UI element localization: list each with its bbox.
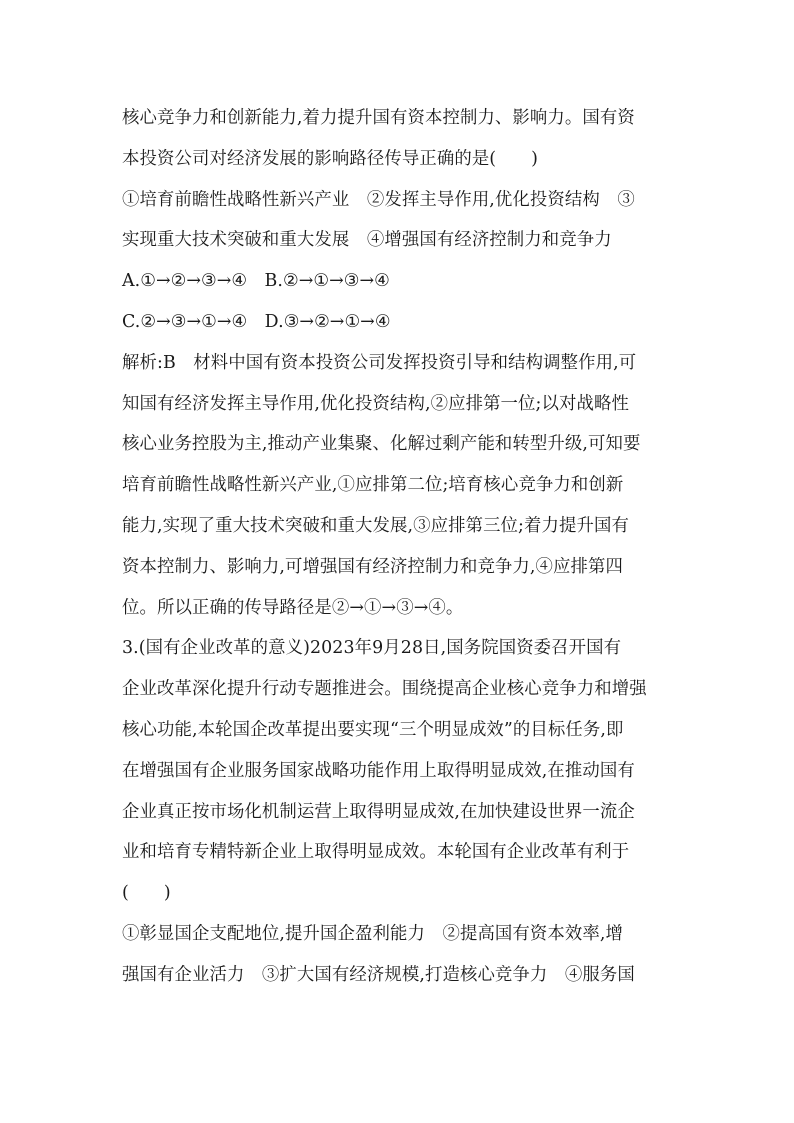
analysis-line-6: 资本控制力、影响力,可增强国有经济控制力和竞争力,④应排第四 bbox=[122, 556, 623, 577]
question-3-items-line-1: ①彰显国企支配地位,提升国企盈利能力 ②提高国有资本效率,增 bbox=[122, 923, 623, 944]
document-body bbox=[122, 98, 682, 996]
question-3-answer-blank: ( ) bbox=[122, 883, 171, 904]
analysis-line-2: 知国有经济发挥主导作用,优化投资结构,②应排第一位;以对战略性 bbox=[122, 393, 629, 414]
question-3-stem-line-3: 核心功能,本轮国企改革提出要实现“三个明显成效”的目标任务,即 bbox=[122, 719, 624, 740]
question-3-stem-line-2: 企业改革深化提升行动专题推进会。围绕提高企业核心竞争力和增强 bbox=[122, 679, 647, 700]
question-3-items-line-2: 强国有企业活力 ③扩大国有经济规模,打造核心竞争力 ④服务国 bbox=[122, 964, 635, 985]
question-3-stem-line-6: 业和培育专精特新企业上取得明显成效。本轮国有企业改革有利于 bbox=[122, 842, 630, 863]
question-2-stem-line-1: 核心竞争力和创新能力,着力提升国有资本控制力、影响力。国有资 bbox=[122, 108, 635, 128]
analysis-line-5: 能力,实现了重大技术突破和重大发展,③应排第三位;着力提升国有 bbox=[122, 515, 629, 536]
question-3-stem-line-1: 3.(国有企业改革的意义)2023年9月28日,国务院国资委召开国有 bbox=[122, 638, 622, 659]
question-2-items-line-1: ①培育前瞻性战略性新兴产业 ②发挥主导作用,优化投资结构 ③ bbox=[122, 189, 635, 210]
question-2-items-line-2: 实现重大技术突破和重大发展 ④增强国有经济控制力和竞争力 bbox=[122, 230, 612, 251]
analysis-line-4: 培育前瞻性战略性新兴产业,①应排第二位;培育核心竞争力和创新 bbox=[122, 475, 624, 496]
analysis-line-7: 位。所以正确的传导路径是②→①→③→④。 bbox=[122, 597, 464, 618]
question-2-options-cd: C.②→③→①→④ D.③→②→①→④ bbox=[122, 311, 391, 332]
analysis-line-1: 解析:B 材料中国有资本投资公司发挥投资引导和结构调整作用,可 bbox=[122, 352, 637, 373]
question-3-stem-line-4: 在增强国有企业服务国家战略功能作用上取得明显成效,在推动国有 bbox=[122, 760, 635, 781]
question-3-stem-line-5: 企业真正按市场化机制运营上取得明显成效,在加快建设世界一流企 bbox=[122, 801, 635, 822]
question-2-stem-line-2: 本投资公司对经济发展的影响路径传导正确的是( ) bbox=[122, 148, 539, 169]
analysis-line-3: 核心业务控股为主,推动产业集聚、化解过剩产能和转型升级,可知要 bbox=[122, 434, 641, 455]
question-2-options-ab: A.①→②→③→④ B.②→①→③→④ bbox=[122, 271, 390, 292]
